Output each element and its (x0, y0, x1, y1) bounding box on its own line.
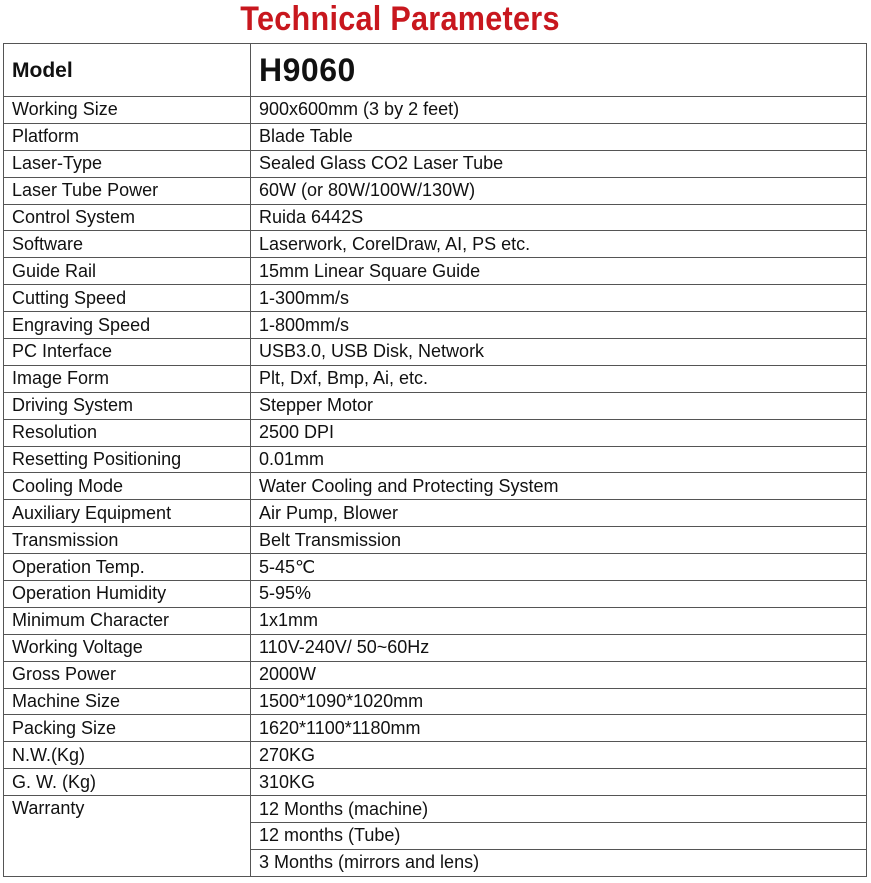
parameter-label: Packing Size (4, 715, 251, 742)
parameter-label: Minimum Character (4, 607, 251, 634)
table-row (4, 339, 867, 366)
parameter-label: Software (4, 231, 251, 258)
table-row (4, 97, 867, 124)
parameter-value: 2000W (251, 661, 867, 688)
table-row (4, 688, 867, 715)
parameter-label: Working Voltage (4, 634, 251, 661)
table-row (4, 742, 867, 769)
parameter-value: 270KG (251, 742, 867, 769)
parameter-label: Operation Temp. (4, 554, 251, 581)
parameter-label: Auxiliary Equipment (4, 500, 251, 527)
warranty-value: 12 Months (machine) (251, 796, 867, 823)
parameters-table (3, 43, 867, 877)
model-value: H9060 (251, 44, 867, 97)
warranty-value: 12 months (Tube) (251, 823, 867, 850)
table-row (4, 177, 867, 204)
table-row (4, 473, 867, 500)
parameter-value: Belt Transmission (251, 527, 867, 554)
table-row (4, 123, 867, 150)
parameter-label: N.W.(Kg) (4, 742, 251, 769)
table-row (4, 527, 867, 554)
parameter-value: 1-800mm/s (251, 312, 867, 339)
parameter-label: Laser Tube Power (4, 177, 251, 204)
warranty-value: 3 Months (mirrors and lens) (251, 849, 867, 876)
table-row (4, 554, 867, 581)
parameter-label: Operation Humidity (4, 581, 251, 608)
parameter-label: Driving System (4, 392, 251, 419)
parameter-value: 1-300mm/s (251, 285, 867, 312)
parameter-label: Control System (4, 204, 251, 231)
parameter-value: 1x1mm (251, 607, 867, 634)
parameter-value: 310KG (251, 769, 867, 796)
parameter-value: 1500*1090*1020mm (251, 688, 867, 715)
table-row (4, 392, 867, 419)
parameter-value: Plt, Dxf, Bmp, Ai, etc. (251, 365, 867, 392)
table-row (4, 446, 867, 473)
table-row (4, 607, 867, 634)
parameter-value: 110V-240V/ 50~60Hz (251, 634, 867, 661)
table-row (4, 258, 867, 285)
parameter-label: Machine Size (4, 688, 251, 715)
warranty-label: Warranty (4, 796, 251, 877)
table-row (4, 769, 867, 796)
table-row (4, 661, 867, 688)
table-row (4, 581, 867, 608)
parameter-label: G. W. (Kg) (4, 769, 251, 796)
warranty-row (4, 796, 867, 823)
parameter-label: PC Interface (4, 339, 251, 366)
table-row (4, 312, 867, 339)
parameter-value: 2500 DPI (251, 419, 867, 446)
table-row (4, 231, 867, 258)
parameter-value: 15mm Linear Square Guide (251, 258, 867, 285)
table-row (4, 204, 867, 231)
parameter-value: 5-95% (251, 581, 867, 608)
parameter-label: Resolution (4, 419, 251, 446)
table-row (4, 419, 867, 446)
parameter-label: Image Form (4, 365, 251, 392)
parameter-value: 900x600mm (3 by 2 feet) (251, 97, 867, 124)
table-row (4, 365, 867, 392)
parameter-value: Ruida 6442S (251, 204, 867, 231)
parameter-value: Sealed Glass CO2 Laser Tube (251, 150, 867, 177)
parameter-value: 5-45℃ (251, 554, 867, 581)
parameter-label: Gross Power (4, 661, 251, 688)
parameter-label: Guide Rail (4, 258, 251, 285)
parameter-value: Air Pump, Blower (251, 500, 867, 527)
parameter-value: Blade Table (251, 123, 867, 150)
table-row (4, 715, 867, 742)
model-label: Model (4, 44, 251, 97)
table-row (4, 634, 867, 661)
parameter-label: Transmission (4, 527, 251, 554)
table-header-row (4, 44, 867, 97)
parameter-label: Engraving Speed (4, 312, 251, 339)
parameter-label: Working Size (4, 97, 251, 124)
parameter-value: Water Cooling and Protecting System (251, 473, 867, 500)
parameter-value: USB3.0, USB Disk, Network (251, 339, 867, 366)
parameter-value: Stepper Motor (251, 392, 867, 419)
parameter-label: Cooling Mode (4, 473, 251, 500)
parameter-value: Laserwork, CorelDraw, AI, PS etc. (251, 231, 867, 258)
table-row (4, 150, 867, 177)
parameter-value: 60W (or 80W/100W/130W) (251, 177, 867, 204)
page-title: Technical Parameters (240, 0, 560, 38)
parameter-label: Platform (4, 123, 251, 150)
table-row (4, 500, 867, 527)
parameter-value: 0.01mm (251, 446, 867, 473)
parameter-label: Resetting Positioning (4, 446, 251, 473)
parameter-value: 1620*1100*1180mm (251, 715, 867, 742)
parameter-label: Laser-Type (4, 150, 251, 177)
parameter-label: Cutting Speed (4, 285, 251, 312)
table-row (4, 285, 867, 312)
parameters-table-body (4, 44, 867, 877)
